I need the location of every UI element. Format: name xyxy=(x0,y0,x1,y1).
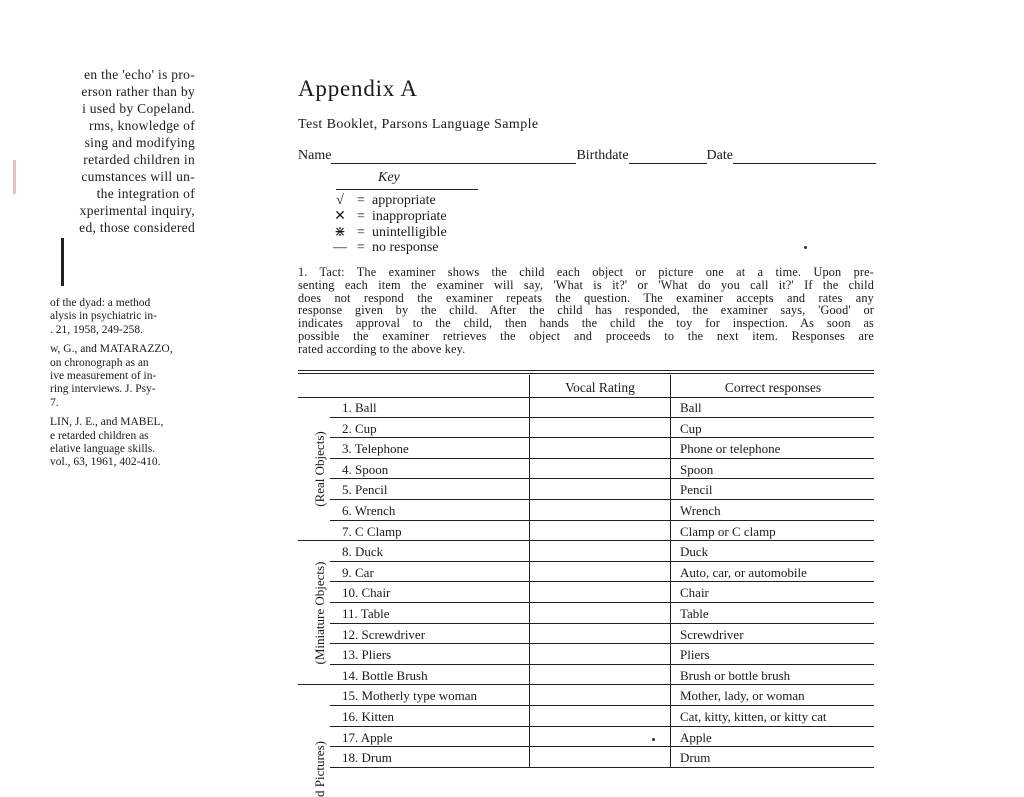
item-label: 7. C Clamp xyxy=(342,523,402,539)
reference-line: LIN, J. E., and MABEL, xyxy=(50,416,164,429)
key-meaning: inappropriate xyxy=(372,208,447,224)
left-text-line: sing and modifying xyxy=(84,135,195,150)
vocal-rating-cell[interactable] xyxy=(531,438,669,458)
item-label: 11. Table xyxy=(342,606,390,621)
instruction-line: indicates approval to the child, then hands the child the toy for inspection. As soon as xyxy=(298,316,874,331)
date-label: Date xyxy=(706,148,733,163)
item-label: 17. Apple xyxy=(342,729,393,745)
correct-response-text: Phone or telephone xyxy=(680,441,781,457)
correct-response-text: Clamp or C clamp xyxy=(680,523,776,539)
item-label: 6. Wrench xyxy=(342,503,396,518)
crossed-check-icon: ⋇ xyxy=(334,225,346,240)
reference-line: of the dyad: a method xyxy=(50,297,151,309)
vocal-rating-cell[interactable] xyxy=(531,418,669,438)
left-text-line: en the 'echo' is pro- xyxy=(84,67,195,82)
item-label: 12. Screwdriver xyxy=(342,626,426,642)
table-row xyxy=(298,665,874,686)
table-row xyxy=(298,727,874,748)
correct-response-text: Screwdriver xyxy=(680,626,744,642)
reference-list xyxy=(50,297,195,470)
table-row xyxy=(298,397,874,418)
correct-response-text: Wrench xyxy=(680,503,721,518)
vocal-rating-cell[interactable] xyxy=(531,397,669,417)
key-row xyxy=(330,193,436,208)
left-text-line: ed, those considered xyxy=(79,220,195,235)
correct-response-text: Ball xyxy=(680,400,702,415)
instructions-paragraph xyxy=(298,266,874,356)
vocal-rating-cell[interactable] xyxy=(531,521,669,541)
left-text-line: retarded children in xyxy=(83,152,195,167)
key-divider xyxy=(336,189,478,190)
margin-bar xyxy=(61,238,64,286)
item-label: 1. Ball xyxy=(342,400,377,415)
correct-response-text: Auto, car, or automobile xyxy=(680,564,807,580)
vocal-rating-cell[interactable] xyxy=(531,685,669,705)
instruction-line: 1. Tact: The examiner shows the child each object or picture one at a time. Upon pre- xyxy=(298,265,874,279)
left-text-line: xperimental inquiry, xyxy=(79,203,195,218)
instruction-line: does not respond the examiner repeats the question. The examiner accepts and rates any xyxy=(298,290,874,305)
left-text-line: the integration of xyxy=(96,186,195,201)
equals-sign: = xyxy=(357,192,365,208)
table-row xyxy=(298,747,874,768)
key-meaning: appropriate xyxy=(372,192,436,208)
response-table xyxy=(298,370,874,400)
item-label: 3. Telephone xyxy=(342,441,409,457)
birthdate-field[interactable] xyxy=(629,151,707,164)
date-field[interactable] xyxy=(733,151,876,164)
reference-line: vol., 63, 1961, 402-410. xyxy=(50,456,161,469)
equals-sign: = xyxy=(357,208,365,224)
vocal-rating-cell[interactable] xyxy=(531,500,669,520)
item-label: 8. Duck xyxy=(342,544,384,560)
instruction-line: response given by the child. After the child has responded, the examiner says, 'Good' or xyxy=(298,303,874,318)
equals-sign: = xyxy=(357,239,365,255)
reference-line: ive measurement of in- xyxy=(50,370,157,383)
correct-response-text: Table xyxy=(680,606,709,621)
reference-line: alysis in psychiatric in- xyxy=(50,310,157,323)
vocal-rating-cell[interactable] xyxy=(531,582,669,602)
correct-response-text: Drum xyxy=(680,750,711,766)
item-label: 14. Bottle Brush xyxy=(342,667,428,683)
correct-response-text: Brush or bottle brush xyxy=(680,667,791,683)
cross-icon: ✕ xyxy=(334,209,346,224)
reference-line: 7. xyxy=(50,396,59,409)
vocal-rating-header: Vocal Rating xyxy=(565,380,635,395)
correct-response-text: Cat, kitty, kitten, or kitty cat xyxy=(680,709,827,724)
table-row xyxy=(298,685,874,706)
table-row xyxy=(298,438,874,459)
vocal-rating-cell[interactable] xyxy=(531,665,669,685)
birthdate-label: Birthdate xyxy=(576,148,629,163)
table-row xyxy=(298,500,874,521)
instruction-line: possible the examiner retrieves the object and proceeds to the next item. Responses are xyxy=(298,328,874,343)
table-row xyxy=(298,644,874,665)
left-column-text xyxy=(50,66,195,236)
table-row xyxy=(298,541,874,562)
check-icon: √ xyxy=(336,192,344,208)
name-birthdate-date-row xyxy=(298,146,876,164)
left-text-line: erson rather than by xyxy=(81,84,195,99)
vocal-rating-cell[interactable] xyxy=(531,479,669,499)
reference-line: w, G., and MATARAZZO, xyxy=(50,343,173,356)
item-label: 10. Chair xyxy=(342,585,391,601)
appendix-title: Appendix A xyxy=(298,76,418,101)
instruction-line: rated according to the above key. xyxy=(298,341,466,356)
key-row xyxy=(330,240,439,255)
dash-icon: — xyxy=(333,239,347,255)
left-text-line: cumstances will un- xyxy=(81,169,195,184)
correct-response-text: Spoon xyxy=(680,461,714,477)
reference-line: ring interviews. J. Psy- xyxy=(50,383,156,396)
vocal-rating-cell[interactable] xyxy=(531,747,669,767)
vocal-rating-cell[interactable] xyxy=(531,644,669,664)
scan-artifact xyxy=(13,160,16,194)
group-label: (Miniature Objects) xyxy=(312,561,327,665)
correct-response-text: Pencil xyxy=(680,482,713,498)
item-label: 9. Car xyxy=(342,564,374,580)
left-text-line: i used by Copeland. xyxy=(82,101,195,116)
correct-responses-header: Correct responses xyxy=(724,380,822,395)
correct-response-text: Apple xyxy=(680,729,712,745)
table-row xyxy=(298,624,874,645)
vocal-rating-cell[interactable] xyxy=(531,624,669,644)
item-label: 18. Drum xyxy=(342,750,392,766)
appendix-subtitle: Test Booklet, Parsons Language Sample xyxy=(298,117,539,132)
item-label: 13. Pliers xyxy=(342,647,392,663)
reference-line: on chronograph as an xyxy=(50,356,149,369)
correct-response-text: Pliers xyxy=(680,647,710,663)
item-label: 4. Spoon xyxy=(342,461,389,477)
name-field[interactable] xyxy=(331,151,576,164)
name-label: Name xyxy=(298,148,332,163)
table-row xyxy=(298,459,874,480)
key-meaning: no response xyxy=(372,239,439,255)
scan-speck xyxy=(652,738,655,741)
key-row xyxy=(330,209,447,224)
instruction-line: senting each item the examiner will say, 'What is it?' or 'What do you call it?' If the child xyxy=(298,277,874,292)
correct-response-text: Duck xyxy=(680,544,709,560)
vocal-rating-cell[interactable] xyxy=(531,603,669,623)
table-row xyxy=(298,706,874,727)
key-row xyxy=(330,225,447,240)
table-row xyxy=(298,603,874,624)
vocal-rating-cell[interactable] xyxy=(531,706,669,726)
group-label: (Real Objects) xyxy=(312,431,327,507)
item-label: 15. Motherly type woman xyxy=(342,688,478,704)
item-label: 5. Pencil xyxy=(342,482,388,498)
reference-line: . 21, 1958, 249-258. xyxy=(50,323,143,336)
reference-line: e retarded children as xyxy=(50,429,149,442)
correct-response-text: Cup xyxy=(680,420,702,436)
vocal-rating-cell[interactable] xyxy=(531,562,669,582)
table-row xyxy=(298,418,874,439)
correct-response-text: Chair xyxy=(680,585,709,601)
item-label: 2. Cup xyxy=(342,420,377,436)
table-row xyxy=(298,562,874,583)
correct-response-text: Mother, lady, or woman xyxy=(680,688,805,704)
key-title: Key xyxy=(378,170,400,185)
reference-line: elative language skills. xyxy=(50,443,156,456)
key-meaning: unintelligible xyxy=(372,224,447,240)
vocal-rating-cell[interactable] xyxy=(531,541,669,561)
table-row xyxy=(298,582,874,603)
scan-speck xyxy=(804,246,807,249)
vocal-rating-cell[interactable] xyxy=(531,727,669,747)
group-label: d Pictures) xyxy=(312,740,327,797)
left-text-line: rms, knowledge of xyxy=(89,118,195,133)
table-row xyxy=(298,479,874,500)
table-row xyxy=(298,521,874,542)
equals-sign: = xyxy=(357,224,365,240)
vocal-rating-cell[interactable] xyxy=(531,459,669,479)
item-label: 16. Kitten xyxy=(342,709,394,724)
